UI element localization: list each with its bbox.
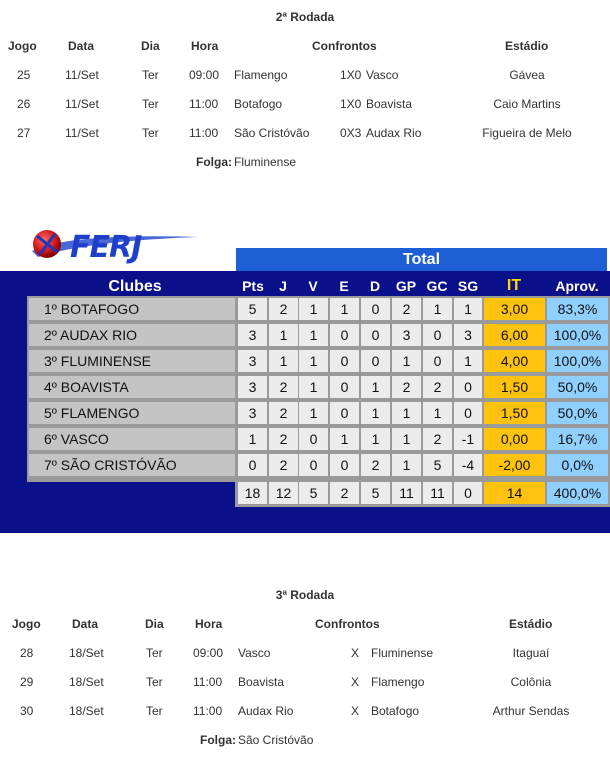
total-pts: 18 [238, 482, 267, 504]
folga-label: Folga: [196, 155, 232, 169]
cell-it: 4,00 [484, 350, 545, 372]
club-name: 7º SÃO CRISTÓVÃO [29, 454, 235, 476]
cell-gc: 1 [423, 402, 452, 424]
cell-v: 1 [299, 298, 328, 320]
match-row [0, 675, 610, 691]
cell-gc: 5 [423, 454, 452, 476]
table-row [27, 426, 610, 452]
header-clubes: Clubes [108, 278, 162, 295]
club-name: 5º FLAMENGO [29, 402, 235, 424]
cell-aprov: 16,7% [547, 428, 608, 450]
match-hora: 09:00 [189, 68, 220, 82]
match-hora: 11:00 [189, 97, 219, 111]
folga-label: Folga: [200, 733, 236, 747]
club-name: 1º BOTAFOGO [29, 298, 235, 320]
table-row [27, 400, 610, 426]
header-v: V [308, 278, 318, 294]
cell-j: 1 [269, 350, 298, 372]
ferj-logo-text: FERJ [70, 230, 142, 265]
header-gc: GC [426, 278, 448, 294]
totals-row [235, 479, 610, 507]
match-hora: 11:00 [193, 675, 223, 689]
cell-sg: 1 [454, 298, 482, 320]
match-away: Fluminense [371, 646, 434, 660]
header-j: J [279, 278, 287, 294]
cell-it: 3,00 [484, 298, 545, 320]
cell-gp: 2 [392, 376, 421, 398]
cell-j: 2 [269, 454, 298, 476]
match-away: Botafogo [371, 704, 420, 718]
cell-gp: 3 [392, 324, 421, 346]
cell-sg: -1 [454, 428, 482, 450]
cell-e: 0 [330, 324, 359, 346]
cell-gp: 1 [392, 350, 421, 372]
cell-sg: 1 [454, 350, 482, 372]
match-row [0, 704, 610, 720]
total-aprov: 400,0% [547, 482, 608, 504]
col-estadio: Estádio [505, 39, 549, 53]
club-name: 2º AUDAX RIO [29, 324, 235, 346]
match-jogo: 28 [20, 646, 34, 660]
header-sg: SG [457, 278, 479, 294]
cell-aprov: 0,0% [547, 454, 608, 476]
cell-d: 1 [361, 402, 390, 424]
match-away: Audax Rio [366, 126, 422, 140]
cell-j: 1 [269, 324, 298, 346]
cell-gc: 1 [423, 298, 452, 320]
cell-j: 2 [269, 376, 298, 398]
match-score: X [351, 675, 360, 689]
col-hora: Hora [195, 617, 223, 631]
match-hora: 11:00 [189, 126, 219, 140]
total-it: 14 [484, 482, 545, 504]
match-data: 11/Set [65, 97, 99, 111]
folga-team: Fluminense [234, 155, 297, 169]
match-estadio: Caio Martins [493, 97, 561, 111]
cell-pts: 3 [238, 376, 267, 398]
cell-d: 1 [361, 376, 390, 398]
match-jogo: 26 [17, 97, 31, 111]
total-d: 5 [361, 482, 390, 504]
cell-it: -2,00 [484, 454, 545, 476]
match-data: 18/Set [69, 646, 104, 660]
match-estadio: Colônia [510, 675, 552, 689]
match-home: Audax Rio [238, 704, 294, 718]
folga-row [0, 155, 610, 171]
cell-it: 1,50 [484, 402, 545, 424]
match-hora: 11:00 [193, 704, 223, 718]
cell-pts: 3 [238, 402, 267, 424]
match-dia: Ter [142, 126, 159, 140]
cell-gc: 2 [423, 376, 452, 398]
header-d: D [369, 278, 381, 294]
total-gp: 11 [392, 482, 421, 504]
total-gc: 11 [423, 482, 452, 504]
match-dia: Ter [142, 68, 159, 82]
cell-v: 0 [299, 454, 328, 476]
cell-d: 0 [361, 324, 390, 346]
cell-d: 2 [361, 454, 390, 476]
match-jogo: 27 [17, 126, 31, 140]
match-estadio: Itaguaí [512, 646, 550, 660]
col-jogo: Jogo [12, 617, 41, 631]
match-data: 18/Set [69, 675, 104, 689]
header-gp: GP [395, 278, 417, 294]
match-dia: Ter [146, 704, 163, 718]
total-sg: 0 [454, 482, 482, 504]
cell-e: 1 [330, 298, 359, 320]
cell-gp: 1 [392, 428, 421, 450]
folga-row [0, 733, 610, 749]
match-score: X [351, 704, 360, 718]
total-header: Total [236, 248, 607, 271]
match-jogo: 30 [20, 704, 34, 718]
cell-gp: 2 [392, 298, 421, 320]
cell-sg: 3 [454, 324, 482, 346]
match-dia: Ter [146, 646, 163, 660]
cell-e: 0 [330, 350, 359, 372]
total-v: 5 [299, 482, 328, 504]
match-data: 11/Set [65, 126, 99, 140]
cell-aprov: 100,0% [547, 350, 608, 372]
table-header [0, 617, 610, 633]
match-estadio: Gávea [509, 68, 545, 82]
cell-gc: 0 [423, 324, 452, 346]
round-title: 3ª Rodada [275, 588, 335, 602]
match-score: 1X0 [340, 68, 362, 82]
header-pts: Pts [242, 278, 264, 294]
cell-aprov: 50,0% [547, 402, 608, 424]
table-row [27, 374, 610, 400]
match-row [0, 68, 610, 84]
col-jogo: Jogo [8, 39, 37, 53]
cell-j: 2 [269, 402, 298, 424]
match-home: Vasco [238, 646, 271, 660]
cell-v: 1 [299, 376, 328, 398]
cell-d: 0 [361, 350, 390, 372]
cell-gp: 1 [392, 454, 421, 476]
col-dia: Dia [145, 617, 164, 631]
cell-gc: 2 [423, 428, 452, 450]
cell-d: 1 [361, 428, 390, 450]
club-name: 3º FLUMINENSE [29, 350, 235, 372]
table-row [27, 322, 610, 348]
match-row [0, 97, 610, 113]
standings-table [27, 296, 610, 482]
cell-sg: 0 [454, 376, 482, 398]
cell-pts: 3 [238, 350, 267, 372]
cell-sg: -4 [454, 454, 482, 476]
cell-pts: 0 [238, 454, 267, 476]
match-dia: Ter [146, 675, 163, 689]
cell-v: 0 [299, 428, 328, 450]
col-data: Data [72, 617, 99, 631]
cell-e: 1 [330, 428, 359, 450]
match-row [0, 646, 610, 662]
total-j: 12 [269, 482, 298, 504]
total-e: 2 [330, 482, 359, 504]
table-row [27, 452, 610, 478]
match-score: X [351, 646, 360, 660]
cell-v: 1 [299, 324, 328, 346]
table-row [27, 348, 610, 374]
match-away: Vasco [366, 68, 399, 82]
club-name: 6º VASCO [29, 428, 235, 450]
match-hora: 09:00 [193, 646, 224, 660]
cell-v: 1 [299, 350, 328, 372]
match-home: Botafogo [234, 97, 283, 111]
table-header [0, 39, 610, 55]
match-away: Boavista [366, 97, 413, 111]
cell-it: 6,00 [484, 324, 545, 346]
club-name: 4º BOAVISTA [29, 376, 235, 398]
col-dia: Dia [141, 39, 160, 53]
match-score: 0X3 [340, 126, 362, 140]
cell-gc: 0 [423, 350, 452, 372]
match-estadio: Arthur Sendas [492, 704, 570, 718]
match-data: 18/Set [69, 704, 104, 718]
match-row [0, 126, 610, 142]
match-home: Flamengo [234, 68, 288, 82]
cell-e: 0 [330, 454, 359, 476]
header-e: E [339, 278, 349, 294]
match-jogo: 29 [20, 675, 34, 689]
match-home: Boavista [238, 675, 285, 689]
cell-it: 0,00 [484, 428, 545, 450]
cell-e: 0 [330, 376, 359, 398]
match-estadio: Figueira de Melo [482, 126, 572, 140]
cell-gp: 1 [392, 402, 421, 424]
cell-sg: 0 [454, 402, 482, 424]
match-jogo: 25 [17, 68, 31, 82]
ferj-logo [28, 227, 204, 265]
col-confrontos: Confrontos [312, 39, 377, 53]
cell-e: 0 [330, 402, 359, 424]
header-aprov: Aprov. [555, 278, 599, 294]
cell-aprov: 100,0% [547, 324, 608, 346]
header-it: IT [506, 277, 522, 294]
col-data: Data [68, 39, 95, 53]
cell-it: 1,50 [484, 376, 545, 398]
match-dia: Ter [142, 97, 159, 111]
cell-pts: 5 [238, 298, 267, 320]
cell-j: 2 [269, 428, 298, 450]
table-row [27, 296, 610, 322]
folga-team: São Cristóvão [238, 733, 314, 747]
cell-pts: 1 [238, 428, 267, 450]
round-title: 2ª Rodada [275, 10, 335, 24]
col-estadio: Estádio [509, 617, 553, 631]
cell-aprov: 50,0% [547, 376, 608, 398]
col-confrontos: Confrontos [315, 617, 380, 631]
match-home: São Cristóvão [234, 126, 310, 140]
match-data: 11/Set [65, 68, 99, 82]
col-hora: Hora [191, 39, 219, 53]
cell-v: 1 [299, 402, 328, 424]
cell-aprov: 83,3% [547, 298, 608, 320]
cell-d: 0 [361, 298, 390, 320]
cell-pts: 3 [238, 324, 267, 346]
match-score: 1X0 [340, 97, 362, 111]
cell-j: 2 [269, 298, 298, 320]
match-away: Flamengo [371, 675, 425, 689]
